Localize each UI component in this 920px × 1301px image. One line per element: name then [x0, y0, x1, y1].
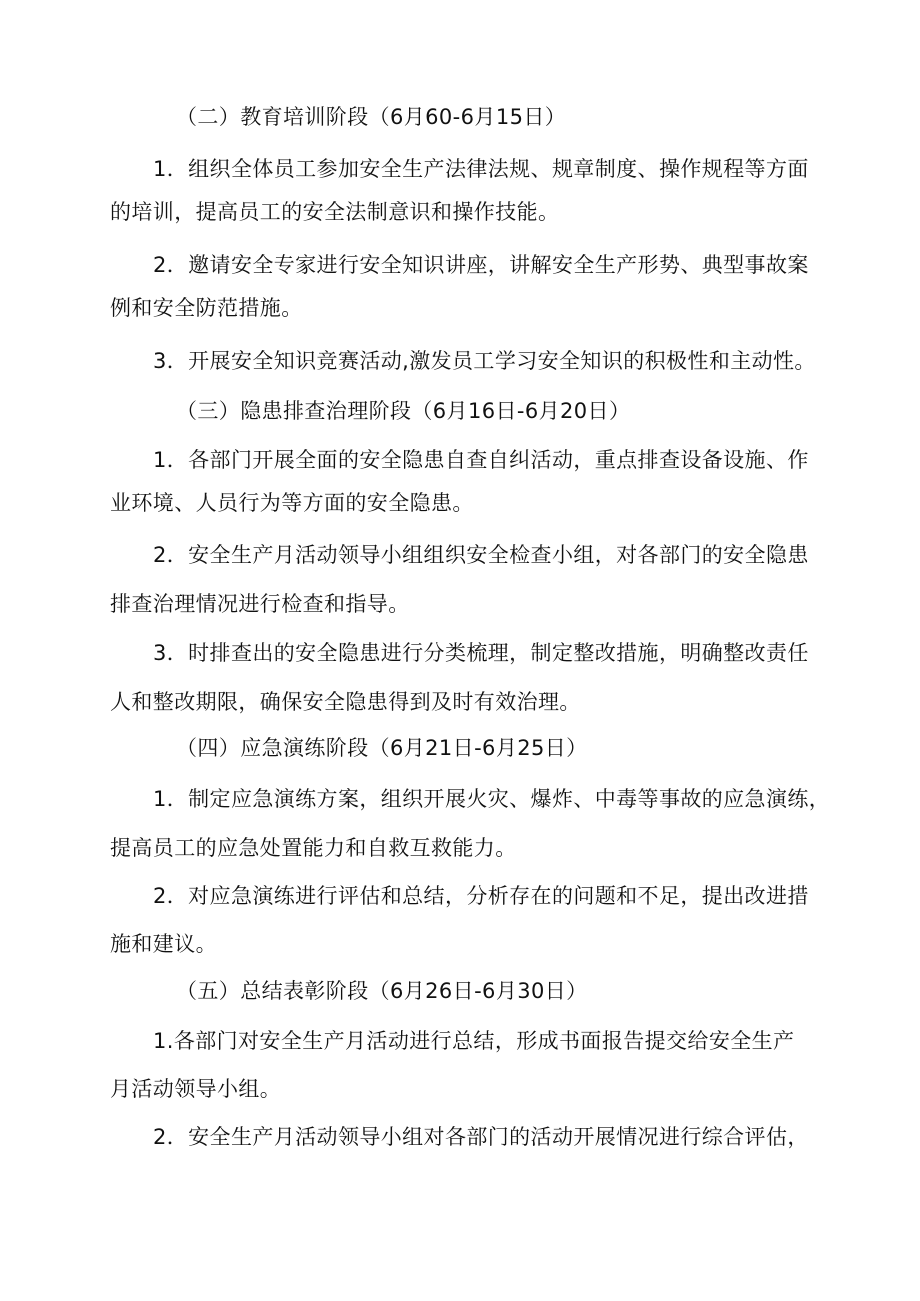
- paragraph-line: 施和建议。: [110, 932, 217, 956]
- paragraph-line: 2．邀请安全专家进行安全知识讲座，讲解安全生产形势、典型事故案: [153, 253, 809, 277]
- paragraph-line: 1．各部门开展全面的安全隐患自查自纠活动，重点排查设备设施、作: [153, 448, 809, 472]
- paragraph-line: 业环境、人员行为等方面的安全隐患。: [110, 491, 474, 515]
- paragraph-line: 3．开展安全知识竞赛活动,激发员工学习安全知识的积极性和主动性。: [153, 349, 816, 373]
- paragraph-line: 2．安全生产月活动领导小组组织安全检查小组，对各部门的安全隐患: [153, 543, 809, 567]
- section-heading-emergency-drill: （四）应急演练阶段（6月21日-6月25日）: [176, 736, 588, 760]
- paragraph-line: 1.各部门对安全生产月活动进行总结，形成书面报告提交给安全生产: [153, 1029, 795, 1053]
- section-heading-education: （二）教育培训阶段（6月60-6月15日）: [176, 105, 567, 129]
- paragraph-line: 1．组织全体员工参加安全生产法律法规、规章制度、操作规程等方面: [153, 157, 809, 181]
- paragraph-line: 2．对应急演练进行评估和总结，分析存在的问题和不足，提出改进措: [153, 884, 809, 908]
- paragraph-line: 2．安全生产月活动领导小组对各部门的活动开展情况进行综合评估，: [153, 1125, 809, 1149]
- paragraph-line: 例和安全防范措施。: [110, 296, 303, 320]
- paragraph-line: 月活动领导小组。: [110, 1077, 282, 1101]
- paragraph-line: 1．制定应急演练方案，组织开展火灾、爆炸、中毒等事故的应急演练，: [153, 787, 831, 811]
- section-heading-summary: （五）总结表彰阶段（6月26日-6月30日）: [176, 979, 588, 1003]
- paragraph-line: 3．时排查出的安全隐患进行分类梳理，制定整改措施，明确整改责任: [153, 641, 809, 665]
- paragraph-line: 排查治理情况进行检查和指导。: [110, 592, 410, 616]
- paragraph-line: 的培训，提高员工的安全法制意识和操作技能。: [110, 200, 560, 224]
- paragraph-line: 提高员工的应急处置能力和自救互救能力。: [110, 836, 517, 860]
- section-heading-hazard-inspection: （三）隐患排查治理阶段（6月16日-6月20日）: [176, 399, 631, 423]
- paragraph-line: 人和整改期限，确保安全隐患得到及时有效治理。: [110, 690, 581, 714]
